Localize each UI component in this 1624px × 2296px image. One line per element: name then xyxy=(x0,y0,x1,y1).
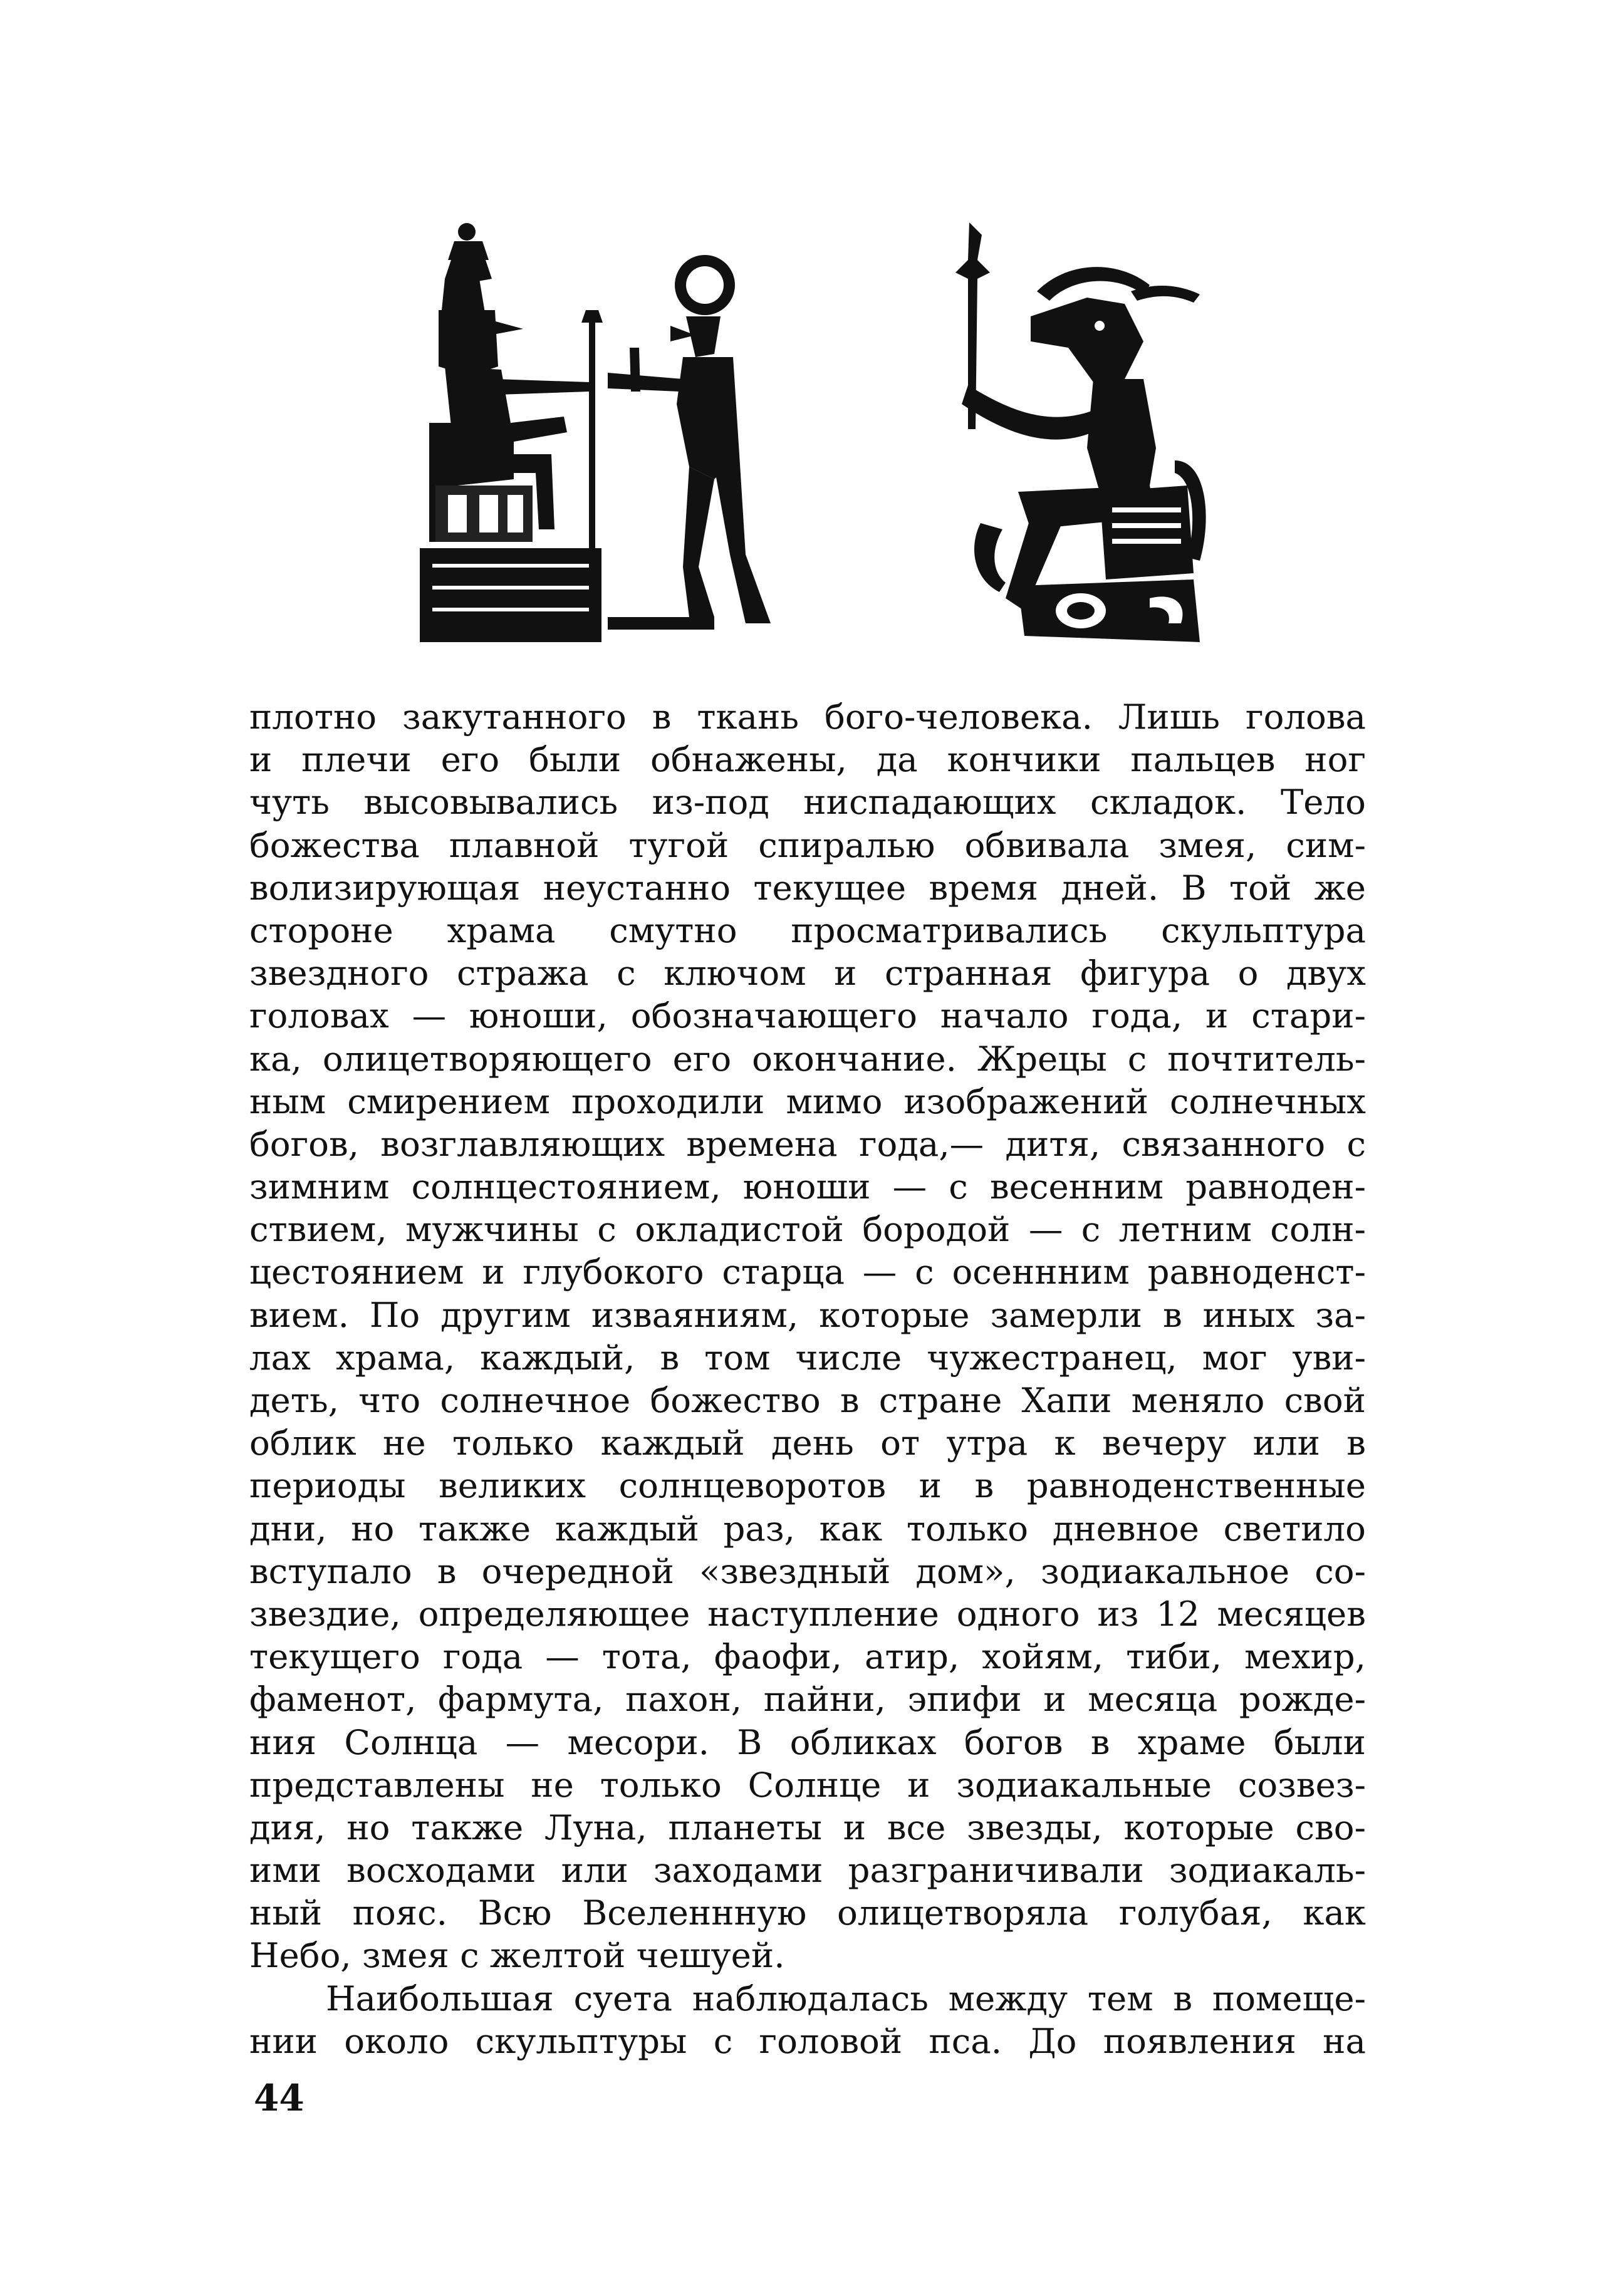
text-line: цестоянием и глубокого старца — с осеннним равноденст- xyxy=(249,1252,1366,1292)
text-line: плотно закутанного в ткань бого-человека. Лишь голова xyxy=(249,697,1366,737)
text-line: звездного стража с ключом и странная фигура о двух xyxy=(249,953,1366,994)
text-line: дия, но также Луна, планеты и все звезды, которые сво- xyxy=(249,1807,1366,1847)
text-line: Небо, змея с желтой чешуей. xyxy=(249,1935,785,1976)
text-line: божества плавной тугой спиралью обвивала змея, сим- xyxy=(249,824,1366,865)
text-line: чуть высовывались из-под ниспадающих складок. Тело xyxy=(249,782,1366,823)
body-text xyxy=(249,695,1366,2062)
text-line: фаменот, фармута, пахон, пайни, эпифи и месяца рожде- xyxy=(249,1679,1366,1720)
text-line: волизирующая неустанно текущее время дней. В той же xyxy=(249,867,1366,908)
text-line: головах — юноши, обозначающего начало года, и стари- xyxy=(249,995,1366,1036)
text-line: богов, возглавляющих времена года,— дитя, связанного с xyxy=(249,1123,1366,1164)
text-line: зимним солнцестоянием, юноши — с весенним равноден- xyxy=(249,1166,1366,1207)
text-line: ным смирением проходили мимо изображений солнечных xyxy=(249,1081,1366,1121)
text-line: стороне храма смутно просматривались скульптура xyxy=(249,910,1366,950)
text-line: вием. По другим изваяниям, которые замерли в иных за- xyxy=(249,1294,1366,1335)
page-number: 44 xyxy=(254,2077,304,2119)
text-line: представлены не только Солнце и зодиакальные созвез- xyxy=(249,1764,1366,1805)
text-line: облик не только каждый день от утра к вечеру или в xyxy=(249,1423,1366,1463)
egyptian-seated-ram-headed-deity-icon xyxy=(943,222,1212,642)
text-line: дни, но также каждый раз, как только дневное светило xyxy=(249,1508,1366,1549)
text-line: ка, олицетворяющего его окончание. Жрецы с почтитель- xyxy=(249,1038,1366,1079)
text-line: ствием, мужчины с окладистой бородой — с летним солн- xyxy=(249,1209,1366,1250)
text-line: вступало в очередной «звездный дом», зодиакальное со- xyxy=(249,1551,1366,1591)
text-line: ный пояс. Всю Вселеннную олицетворяла голубая, как xyxy=(249,1893,1366,1933)
text-line: и плечи его были обнажены, да кончики пальцев ног xyxy=(249,739,1366,780)
text-line: ния Солнца — месори. В обликах богов в храме были xyxy=(249,1722,1366,1762)
text-line: текущего года — тота, фаофи, атир, хойям, тиби, мехир, xyxy=(249,1636,1366,1677)
text-line: деть, что солнечное божество в стране Хапи меняло свой xyxy=(249,1380,1366,1420)
text-line: звездие, определяющее наступление одного из 12 месяцев xyxy=(249,1593,1366,1634)
text-line: ими восходами или заходами разграничивали зодиакаль- xyxy=(249,1850,1366,1891)
text-line: нии около скульптуры с головой пса. До появления на xyxy=(249,2020,1366,2061)
egyptian-seated-god-with-attendant-icon xyxy=(420,216,821,642)
text-line: Наибольшая суета наблюдалась между тем в помеще- xyxy=(326,1978,1366,2018)
text-line: лах храма, каждый, в том числе чужестранец, мог уви- xyxy=(249,1337,1366,1378)
text-line: периоды великих солнцеворотов и в равноденственные xyxy=(249,1465,1366,1506)
